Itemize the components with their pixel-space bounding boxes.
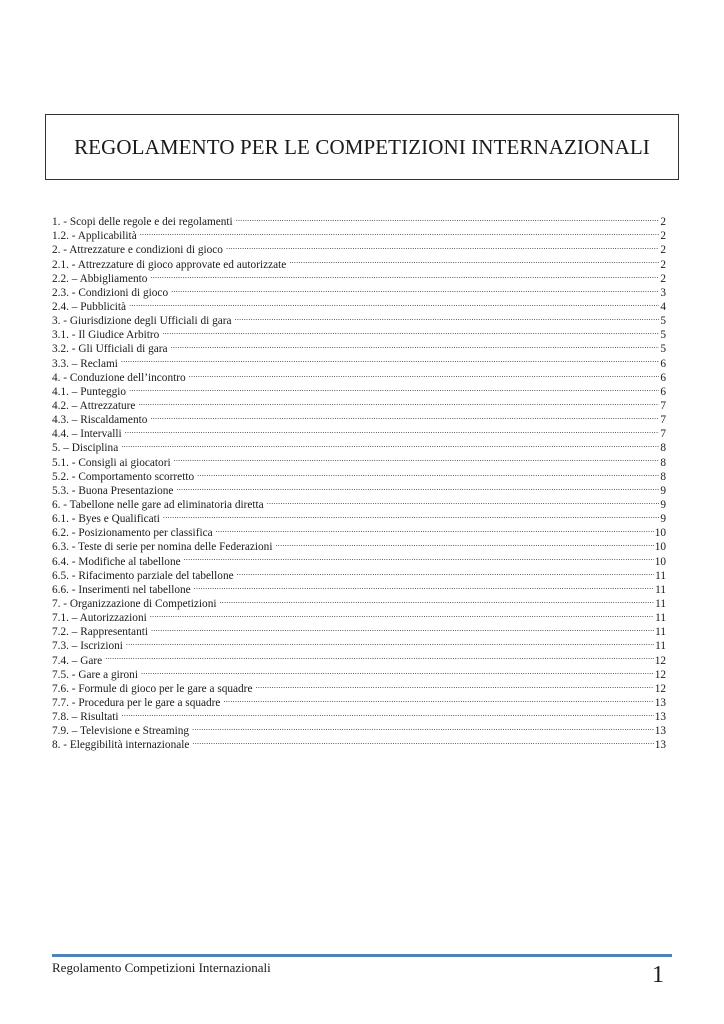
toc-entry-page: 11 — [655, 597, 666, 610]
toc-entry-label: 7. - Organizzazione di Competizioni — [52, 597, 217, 610]
toc-entry-page: 13 — [654, 725, 666, 738]
toc-entry-label: 7.1. – Autorizzazioni — [52, 612, 147, 625]
footer-rule — [52, 954, 672, 957]
toc-entry-page: 11 — [655, 640, 666, 653]
document-title: REGOLAMENTO PER LE COMPETIZIONI INTERNAZIONALI — [74, 134, 650, 159]
toc-entry-page: 2 — [660, 244, 666, 257]
toc-entry-label: 4.4. – Intervalli — [52, 428, 122, 441]
toc-leader-dots — [105, 649, 654, 663]
toc-leader-dots — [151, 621, 654, 635]
toc-leader-dots — [125, 423, 660, 437]
toc-leader-dots — [236, 211, 660, 225]
toc-leader-dots — [171, 282, 659, 296]
toc-leader-dots — [174, 451, 660, 465]
toc-entry-label: 6. - Tabellone nelle gare ad eliminatoria diretta — [52, 498, 264, 511]
toc-entry[interactable] — [52, 239, 666, 257]
toc-entry-label: 6.6. - Inserimenti nel tabellone — [52, 583, 191, 596]
toc-entry-label: 7.2. – Rappresentanti — [52, 626, 149, 639]
toc-entry-label: 7.5. - Gare a gironi — [52, 668, 138, 681]
toc-entry-page: 3 — [660, 286, 666, 299]
toc-entry-label: 6.1. - Byes e Qualificati — [52, 513, 160, 526]
toc-entry[interactable] — [52, 649, 666, 667]
toc-entry-page: 11 — [655, 626, 666, 639]
toc-leader-dots — [194, 579, 654, 593]
toc-entry-page: 11 — [655, 583, 666, 596]
toc-entry[interactable] — [52, 381, 666, 398]
toc-leader-dots — [275, 536, 653, 550]
toc-entry[interactable] — [52, 678, 666, 695]
toc-entry[interactable] — [52, 720, 666, 738]
toc-leader-dots — [171, 338, 660, 352]
toc-leader-dots — [140, 225, 660, 239]
toc-entry-page: 8 — [660, 456, 666, 469]
toc-entry-page: 13 — [654, 696, 666, 709]
toc-entry-page: 4 — [660, 300, 666, 313]
toc-entry-page: 7 — [660, 414, 666, 427]
toc-entry-page: 10 — [654, 541, 666, 554]
toc-entry-page: 13 — [654, 739, 666, 752]
toc-entry-label: 2. - Attrezzature e condizioni di gioco — [52, 244, 223, 257]
toc-leader-dots — [223, 692, 653, 706]
toc-leader-dots — [162, 324, 659, 338]
toc-entry-page: 6 — [660, 371, 666, 384]
toc-leader-dots — [237, 565, 654, 579]
toc-entry-page: 5 — [660, 315, 666, 328]
toc-entry-label: 2.1. - Attrezzature di gioco approvate ed autorizzate — [52, 258, 287, 271]
toc-entry-label: 3.3. – Reclami — [52, 357, 118, 370]
toc-entry-page: 9 — [660, 498, 666, 511]
toc-entry-page: 11 — [655, 569, 666, 582]
toc-entry-label: 1. - Scopi delle regole e dei regolamenti — [52, 216, 233, 229]
toc-entry-page: 7 — [660, 399, 666, 412]
toc-entry[interactable] — [52, 409, 666, 427]
toc-leader-dots — [129, 381, 659, 395]
toc-entry-label: 2.3. - Condizioni di gioco — [52, 286, 169, 299]
toc-entry-page: 12 — [654, 682, 666, 695]
toc-entry-label: 5.2. - Comportamento scorretto — [52, 470, 195, 483]
toc-entry-page: 5 — [660, 329, 666, 342]
toc-entry[interactable] — [52, 706, 666, 724]
toc-entry-page: 2 — [660, 216, 666, 229]
toc-leader-dots — [150, 409, 659, 423]
toc-entry-page: 10 — [654, 555, 666, 568]
toc-entry[interactable] — [52, 395, 666, 412]
toc-entry-page: 7 — [660, 428, 666, 441]
toc-leader-dots — [150, 607, 654, 621]
toc-leader-dots — [197, 466, 659, 480]
toc-entry[interactable] — [52, 423, 666, 441]
toc-leader-dots — [150, 268, 659, 282]
toc-leader-dots — [192, 720, 654, 734]
toc-entry-label: 7.3. – Iscrizioni — [52, 640, 123, 653]
toc-entry-label: 6.3. - Teste di serie per nomina delle Federazioni — [52, 541, 273, 554]
toc-leader-dots — [289, 253, 659, 267]
toc-entry-label: 4.3. – Riscaldamento — [52, 414, 148, 427]
toc-leader-dots — [184, 550, 654, 564]
toc-entry[interactable] — [52, 451, 666, 469]
toc-entry-page: 8 — [660, 470, 666, 483]
toc-entry-label: 3. - Giurisdizione degli Ufficiali di gara — [52, 315, 232, 328]
toc-entry-page: 9 — [660, 513, 666, 526]
footer-page-number: 1 — [652, 962, 664, 988]
toc-entry-label: 7.9. – Televisione e Streaming — [52, 725, 190, 738]
toc-entry-label: 5.1. - Consigli ai giocatori — [52, 456, 171, 469]
toc-entry-page: 6 — [660, 385, 666, 398]
footer-text: Regolamento Competizioni Internazionali — [52, 960, 271, 975]
toc-entry-label: 5. – Disciplina — [52, 442, 119, 455]
toc-entry[interactable] — [52, 635, 666, 653]
toc-entry-label: 2.2. – Abbigliamento — [52, 272, 148, 285]
toc-leader-dots — [255, 678, 653, 692]
toc-entry-page: 2 — [660, 230, 666, 243]
toc-entry[interactable] — [52, 296, 666, 313]
toc-entry-label: 2.4. – Pubblicità — [52, 300, 127, 313]
toc-leader-dots — [220, 593, 655, 607]
toc-leader-dots — [267, 494, 660, 508]
toc-entry[interactable] — [52, 367, 666, 384]
toc-leader-dots — [189, 367, 660, 381]
toc-entry[interactable] — [52, 664, 666, 681]
toc-leader-dots — [141, 664, 654, 678]
toc-leader-dots — [121, 437, 659, 451]
toc-entry-page: 6 — [660, 357, 666, 370]
toc-entry-label: 4. - Conduzione dell’incontro — [52, 371, 186, 384]
toc-entry-label: 7.7. - Procedura per le gare a squadre — [52, 696, 221, 709]
toc-entry-label: 8. - Eleggibilità internazionale — [52, 739, 190, 752]
table-of-contents — [52, 211, 666, 752]
toc-leader-dots — [192, 734, 653, 748]
toc-leader-dots — [226, 239, 659, 253]
title-box — [45, 114, 679, 180]
toc-entry-label: 4.2. – Attrezzature — [52, 399, 136, 412]
toc-entry-label: 7.8. – Risultati — [52, 711, 119, 724]
toc-entry-page: 12 — [654, 668, 666, 681]
toc-leader-dots — [216, 522, 654, 536]
toc-entry-page: 13 — [654, 711, 666, 724]
toc-entry-page: 8 — [660, 442, 666, 455]
toc-entry-page: 11 — [655, 612, 666, 625]
toc-entry-label: 1.2. - Applicabilità — [52, 230, 137, 243]
toc-leader-dots — [235, 310, 660, 324]
toc-entry[interactable] — [52, 352, 666, 370]
toc-leader-dots — [121, 352, 659, 366]
toc-leader-dots — [176, 480, 659, 494]
toc-entry-label: 6.5. - Rifacimento parziale del tabellone — [52, 569, 234, 582]
toc-entry-label: 5.3. - Buona Presentazione — [52, 484, 174, 497]
toc-leader-dots — [126, 635, 654, 649]
toc-entry[interactable] — [52, 211, 666, 229]
toc-entry-label: 4.1. – Punteggio — [52, 385, 127, 398]
toc-entry-page: 12 — [654, 654, 666, 667]
toc-leader-dots — [163, 508, 659, 522]
toc-entry-page: 9 — [660, 484, 666, 497]
toc-entry[interactable] — [52, 437, 666, 455]
toc-entry-page: 5 — [660, 343, 666, 356]
toc-entry-label: 6.2. - Posizionamento per classifica — [52, 527, 213, 540]
toc-entry-label: 3.2. - Gli Ufficiali di gara — [52, 343, 168, 356]
toc-entry-page: 10 — [654, 527, 666, 540]
toc-leader-dots — [138, 395, 659, 409]
toc-entry-label: 3.1. - Il Giudice Arbitro — [52, 329, 160, 342]
toc-entry[interactable] — [52, 310, 666, 328]
toc-entry[interactable] — [52, 225, 666, 243]
toc-entry-page: 2 — [660, 258, 666, 271]
toc-leader-dots — [122, 706, 654, 720]
toc-entry-label: 7.6. - Formule di gioco per le gare a squadre — [52, 682, 253, 695]
toc-entry-page: 2 — [660, 272, 666, 285]
toc-entry-label: 7.4. – Gare — [52, 654, 103, 667]
toc-entry-label: 6.4. - Modifiche al tabellone — [52, 555, 181, 568]
toc-leader-dots — [129, 296, 659, 310]
